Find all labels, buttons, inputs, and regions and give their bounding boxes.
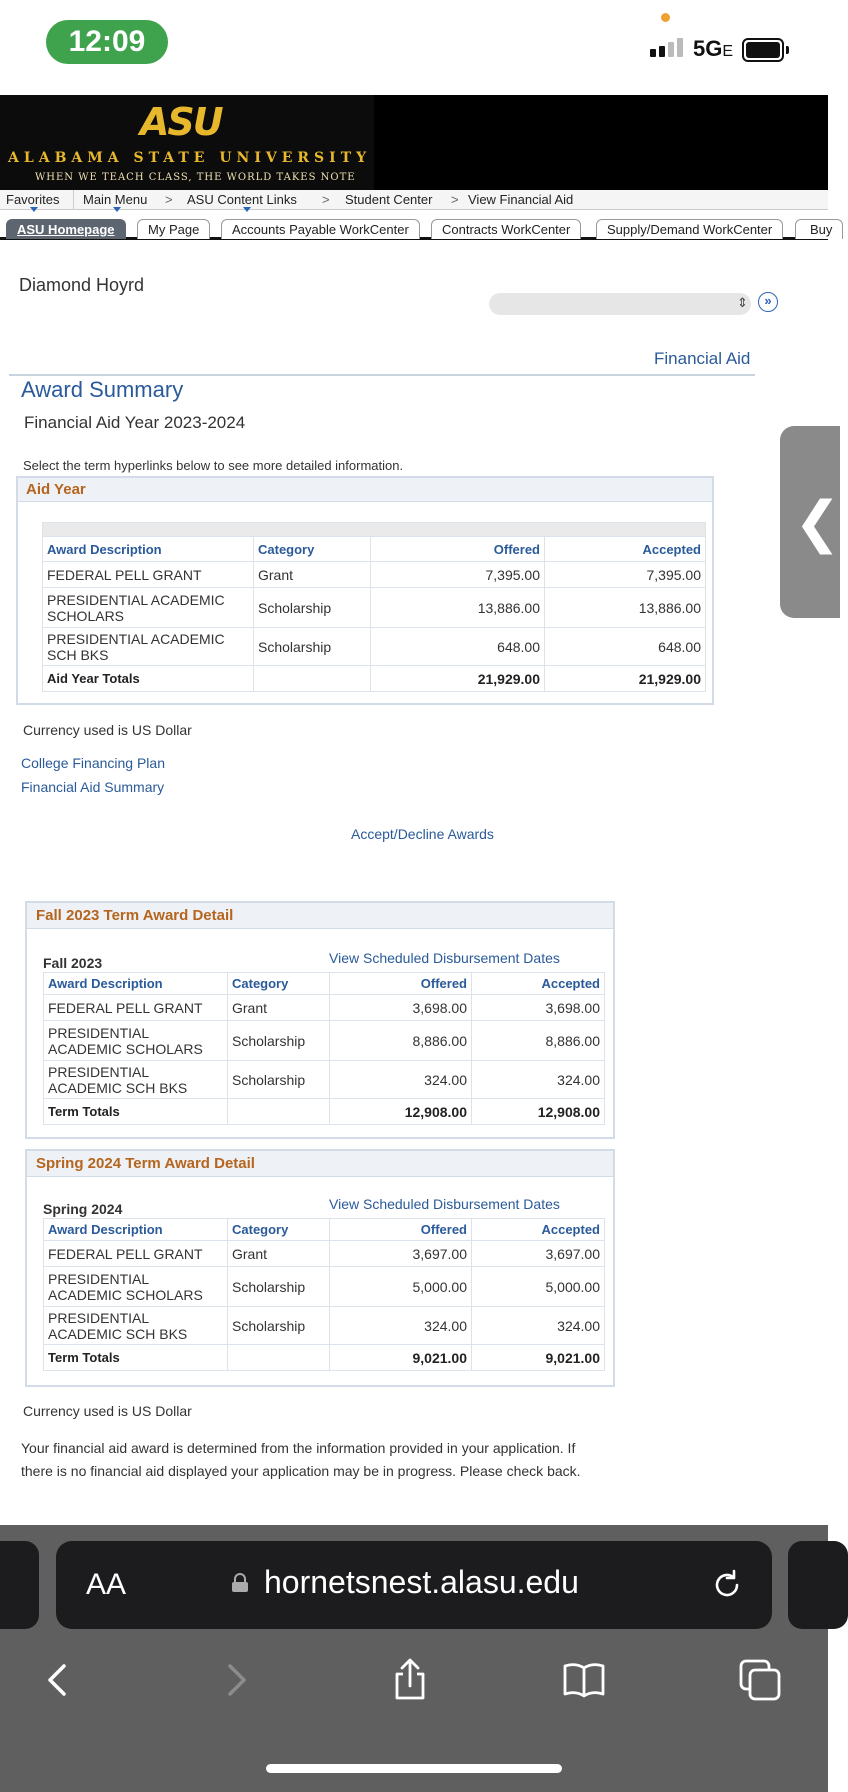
battery-tip [786, 46, 789, 54]
award-category: Scholarship [254, 628, 371, 666]
totals-accepted: 12,908.00 [472, 1099, 605, 1125]
table-row [44, 1021, 605, 1061]
spring-term-label: Spring 2024 [43, 1201, 123, 1217]
award-offered: 3,698.00 [330, 995, 472, 1021]
award-category: Scholarship [228, 1307, 330, 1345]
aid-year-select[interactable] [489, 293, 751, 315]
portal-tabs [0, 212, 833, 240]
tab-my-page[interactable]: My Page [137, 219, 210, 239]
col-category: Category [228, 1219, 330, 1241]
col-award-description: Award Description [43, 537, 254, 562]
col-accepted: Accepted [472, 1219, 605, 1241]
award-offered: 3,697.00 [330, 1241, 472, 1267]
table-top-band [43, 523, 706, 537]
award-description: PRESIDENTIAL ACADEMIC SCH BKS [43, 628, 254, 666]
table-row [44, 995, 605, 1021]
select-chevron-icon: ⇕ [737, 295, 748, 310]
aid-year-table [42, 522, 706, 692]
previous-tab-preview[interactable] [0, 1541, 39, 1629]
back-icon[interactable] [36, 1658, 80, 1702]
forward-icon[interactable] [214, 1658, 258, 1702]
tab-buy[interactable]: Buy [795, 219, 843, 239]
award-offered: 13,886.00 [371, 588, 545, 628]
award-offered: 8,886.00 [330, 1021, 472, 1061]
spring-disbursement-link[interactable]: View Scheduled Disbursement Dates [329, 1196, 560, 1212]
tabs-icon[interactable] [738, 1658, 782, 1702]
breadcrumb-view-financial-aid[interactable]: View Financial Aid [468, 192, 574, 207]
award-accepted: 324.00 [472, 1061, 605, 1099]
tab-accounts-payable[interactable]: Accounts Payable WorkCenter [221, 219, 420, 239]
award-category: Grant [254, 562, 371, 588]
award-description: FEDERAL PELL GRANT [44, 1241, 228, 1267]
totals-accepted: 21,929.00 [545, 666, 706, 692]
aid-year-group [16, 476, 714, 705]
page-title: Award Summary [21, 377, 184, 402]
award-category: Grant [228, 995, 330, 1021]
aid-year-heading: Financial Aid Year 2023-2024 [24, 413, 246, 432]
award-offered: 5,000.00 [330, 1267, 472, 1307]
status-time: 12:09 [46, 20, 168, 64]
chevron-left-icon: ❮ [794, 490, 841, 555]
totals-row [44, 1099, 605, 1125]
financial-aid-summary-link[interactable]: Financial Aid Summary [21, 779, 165, 795]
breadcrumb-favorites[interactable]: Favorites [6, 192, 60, 207]
award-accepted: 3,697.00 [472, 1241, 605, 1267]
text-size-button[interactable]: AA [86, 1568, 127, 1601]
award-accepted: 5,000.00 [472, 1267, 605, 1307]
award-category: Scholarship [228, 1267, 330, 1307]
award-description: PRESIDENTIAL ACADEMIC SCH BKS [44, 1061, 228, 1099]
table-row [44, 1241, 605, 1267]
col-award-description: Award Description [44, 973, 228, 995]
fall-term-header: Fall 2023 Term Award Detail [27, 903, 613, 929]
breadcrumb-separator: > [165, 192, 173, 207]
table-row [43, 628, 706, 666]
asu-logo[interactable]: ASU [140, 100, 222, 144]
award-offered: 324.00 [330, 1061, 472, 1099]
instructions-text: Select the term hyperlinks below to see more detailed information. [23, 458, 404, 473]
award-accepted: 648.00 [545, 628, 706, 666]
award-description: FEDERAL PELL GRANT [44, 995, 228, 1021]
award-category: Scholarship [228, 1061, 330, 1099]
award-offered: 648.00 [371, 628, 545, 666]
col-award-description: Award Description [44, 1219, 228, 1241]
table-row [43, 588, 706, 628]
col-accepted: Accepted [545, 537, 706, 562]
title-divider [9, 374, 755, 376]
url-display[interactable]: hornetsnest.alasu.edu [264, 1564, 579, 1600]
fall-term-label: Fall 2023 [43, 955, 103, 971]
tab-asu-homepage[interactable]: ASU Homepage [6, 219, 126, 239]
col-offered: Offered [330, 1219, 472, 1241]
award-offered: 7,395.00 [371, 562, 545, 588]
col-accepted: Accepted [472, 973, 605, 995]
col-category: Category [228, 973, 330, 995]
totals-label: Term Totals [44, 1345, 228, 1371]
share-icon[interactable] [388, 1658, 432, 1702]
table-row [44, 1307, 605, 1345]
totals-accepted: 9,021.00 [472, 1345, 605, 1371]
totals-row [44, 1345, 605, 1371]
university-tagline: WHEN WE TEACH CLASS, THE WORLD TAKES NOTE [35, 172, 356, 183]
col-category: Category [254, 537, 371, 562]
breadcrumb-divider [73, 190, 74, 210]
breadcrumb-student-center[interactable]: Student Center [345, 192, 433, 207]
breadcrumb-asu-content-links[interactable]: ASU Content Links [187, 192, 297, 207]
breadcrumb [0, 190, 828, 210]
totals-offered: 12,908.00 [330, 1099, 472, 1125]
totals-offered: 9,021.00 [330, 1345, 472, 1371]
award-accepted: 3,698.00 [472, 995, 605, 1021]
breadcrumb-separator: > [451, 192, 459, 207]
tab-contracts[interactable]: Contracts WorkCenter [431, 219, 581, 239]
currency-note: Currency used is US Dollar [23, 1403, 192, 1419]
award-accepted: 7,395.00 [545, 562, 706, 588]
spring-term-header: Spring 2024 Term Award Detail [27, 1151, 613, 1177]
award-category: Scholarship [228, 1021, 330, 1061]
financial-aid-link[interactable]: Financial Aid [654, 349, 751, 368]
battery-icon [742, 38, 784, 62]
university-name: ALABAMA STATE UNIVERSITY [8, 150, 372, 166]
award-description: PRESIDENTIAL ACADEMIC SCHOLARS [44, 1021, 228, 1061]
next-page-icon[interactable]: » [758, 292, 778, 312]
award-description: PRESIDENTIAL ACADEMIC SCHOLARS [44, 1267, 228, 1307]
currency-note: Currency used is US Dollar [23, 722, 192, 738]
camera-indicator-dot [661, 13, 670, 22]
col-offered: Offered [330, 973, 472, 995]
home-indicator [266, 1764, 562, 1773]
lock-icon [230, 1574, 250, 1592]
reload-icon[interactable] [710, 1568, 744, 1602]
spring-term-group [25, 1149, 615, 1387]
next-tab-preview[interactable] [788, 1541, 848, 1629]
table-row [44, 1267, 605, 1307]
network-label: 5GE [693, 36, 734, 61]
award-category: Scholarship [254, 588, 371, 628]
table-row [43, 562, 706, 588]
award-disclaimer: Your financial aid award is determined from the information provided in your application. If there is no financial aid displayed your application may be in progress. Please check back. [21, 1440, 581, 1479]
totals-row [43, 666, 706, 692]
fall-disbursement-link[interactable]: View Scheduled Disbursement Dates [329, 950, 560, 966]
award-accepted: 13,886.00 [545, 588, 706, 628]
fall-term-group [25, 901, 615, 1139]
col-offered: Offered [371, 537, 545, 562]
award-description: FEDERAL PELL GRANT [43, 562, 254, 588]
award-description: PRESIDENTIAL ACADEMIC SCH BKS [44, 1307, 228, 1345]
award-accepted: 324.00 [472, 1307, 605, 1345]
award-accepted: 8,886.00 [472, 1021, 605, 1061]
totals-offered: 21,929.00 [371, 666, 545, 692]
bookmarks-icon[interactable] [562, 1658, 606, 1702]
table-row [44, 1061, 605, 1099]
signal-icon [650, 38, 683, 57]
accept-decline-awards-link[interactable]: Accept/Decline Awards [351, 826, 494, 842]
aid-year-header: Aid Year [18, 478, 712, 502]
award-offered: 324.00 [330, 1307, 472, 1345]
tab-supply-demand[interactable]: Supply/Demand WorkCenter [596, 219, 783, 239]
breadcrumb-main-menu[interactable]: Main Menu [83, 192, 148, 207]
fall-term-table [43, 972, 605, 1125]
college-financing-plan-link[interactable]: College Financing Plan [21, 755, 165, 771]
totals-label: Term Totals [44, 1099, 228, 1125]
breadcrumb-separator: > [322, 192, 330, 207]
award-category: Grant [228, 1241, 330, 1267]
spring-term-table [43, 1218, 605, 1371]
student-name: Diamond Hoyrd [19, 275, 145, 295]
totals-label: Aid Year Totals [43, 666, 254, 692]
award-description: PRESIDENTIAL ACADEMIC SCHOLARS [43, 588, 254, 628]
